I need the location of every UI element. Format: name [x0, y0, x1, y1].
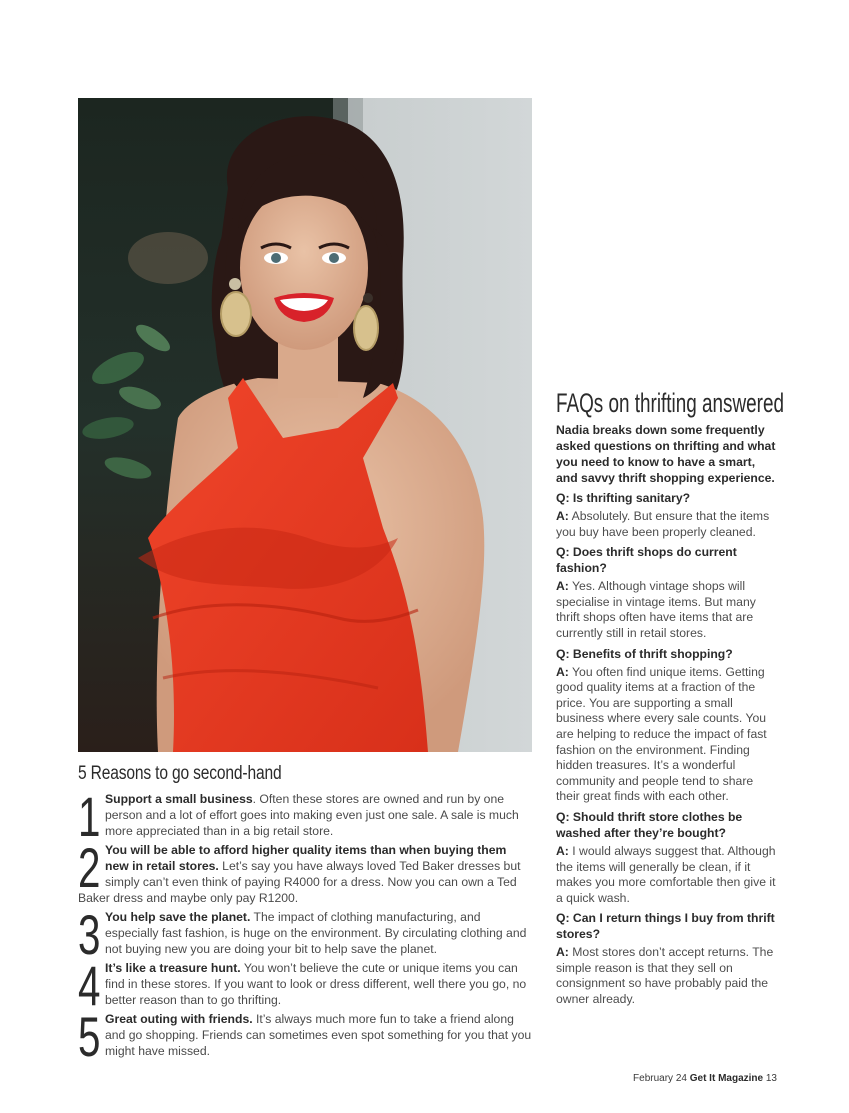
footer-issue: February 24 — [633, 1073, 687, 1084]
faq-answer — [556, 579, 776, 641]
reason-number: 2 — [78, 836, 101, 899]
page-number: 13 — [765, 1073, 777, 1084]
answer-prefix: A: — [556, 579, 569, 594]
faq-question: Q: Does thrift shops do current fashion? — [556, 545, 737, 576]
reason-number: 1 — [78, 785, 101, 848]
faq-column — [556, 388, 784, 1012]
answer-prefix: A: — [556, 945, 569, 960]
reason-number: 5 — [78, 1005, 101, 1068]
reason-text: . Often these stores are owned and run by one person and a lot of effort goes into making even just one sale. A sale is much more appreciated than in a big retail store. — [105, 792, 519, 838]
faq-answer — [556, 945, 776, 1007]
faq-answer-text: Yes. Although vintage shops will specialise in vintage items. But many thrift shops often have items that are currently still in retail stores. — [556, 579, 756, 640]
answer-prefix: A: — [556, 664, 569, 679]
reason-item-3 — [78, 903, 532, 966]
faq-answer-text: I would always suggest that. Although the items will generally be clean, if it makes you more comfortable then give it a quick wash. — [556, 843, 776, 905]
reason-text: The impact of clothing manufacturing, and especially fast fashion, is huge on the environment. By circulating clothing and not buying new you are doing your bit to help save the planet. — [105, 910, 527, 956]
reason-item-2 — [78, 836, 532, 906]
woman-in-red-dress-illustration — [78, 98, 532, 752]
faq-heading: FAQs on thrifting answered — [556, 388, 784, 418]
faq-question: Q: Benefits of thrift shopping? — [556, 646, 733, 661]
reason-lead: It’s like a treasure hunt. — [105, 961, 241, 975]
reason-number: 3 — [78, 903, 101, 966]
reason-lead: You will be able to afford higher quality items than when buying them new in retail stores. — [105, 843, 507, 873]
faq-answer — [556, 844, 776, 906]
reason-text: It’s always much more fun to take a friend along and go shopping. Friends can sometimes even spot something for you that you might have missed. — [105, 1012, 532, 1058]
reason-item-1 — [78, 785, 532, 848]
footer-magazine: Get It Magazine — [689, 1073, 764, 1084]
reason-text: You won’t believe the cute or unique items you can find in these stores. If you want to look or dress different, well there you go, no better reason than to go thrifting. — [105, 961, 527, 1007]
faq-answer-text: Most stores don’t accept returns. The simple reason is that they sell on consignment so have probably paid the owner already. — [556, 945, 774, 1007]
faq-question: Q: Can I return things I buy from thrift stores? — [556, 911, 775, 942]
faq-answer — [556, 509, 776, 540]
reason-lead: Support a small business — [105, 792, 253, 806]
faq-question: Q: Is thrifting sanitary? — [556, 491, 691, 505]
faq-answer — [556, 665, 776, 805]
answer-prefix: A: — [556, 843, 569, 858]
faq-intro: Nadia breaks down some frequently asked questions on thrifting and what you need to know to have a smart, and savvy thrift shopping experience. — [556, 423, 776, 485]
reason-lead: You help save the planet. — [105, 910, 251, 924]
faq-answer-text: You often find unique items. Getting good quality items at a fraction of the price. You are supporting a small business where every sale counts. You are helping to reduce the impact of fast fashion on the environment. Finding hidden treasures. It’s a wonderful community and people tend to share their great finds with each other. — [556, 664, 767, 804]
reason-number: 4 — [78, 954, 101, 1017]
answer-prefix: A: — [556, 509, 569, 523]
faq-answer-text: Absolutely. But ensure that the items you buy have been properly cleaned. — [556, 509, 770, 539]
reason-lead: Great outing with friends. — [105, 1012, 253, 1026]
reason-item-5 — [78, 1005, 532, 1068]
reasons-heading: 5 Reasons to go second-hand — [78, 763, 282, 784]
page-footer — [633, 1073, 777, 1084]
feature-photo — [78, 98, 532, 752]
reason-item-4 — [78, 954, 532, 1017]
faq-question: Q: Should thrift store clothes be washed after they’re bought? — [556, 809, 743, 840]
reason-text: Let’s say you have always loved Ted Baker dresses but simply can’t even think of paying R4000 for a dress. Now you can own a Ted Baker dress and maybe only pay R1200. — [78, 859, 521, 905]
